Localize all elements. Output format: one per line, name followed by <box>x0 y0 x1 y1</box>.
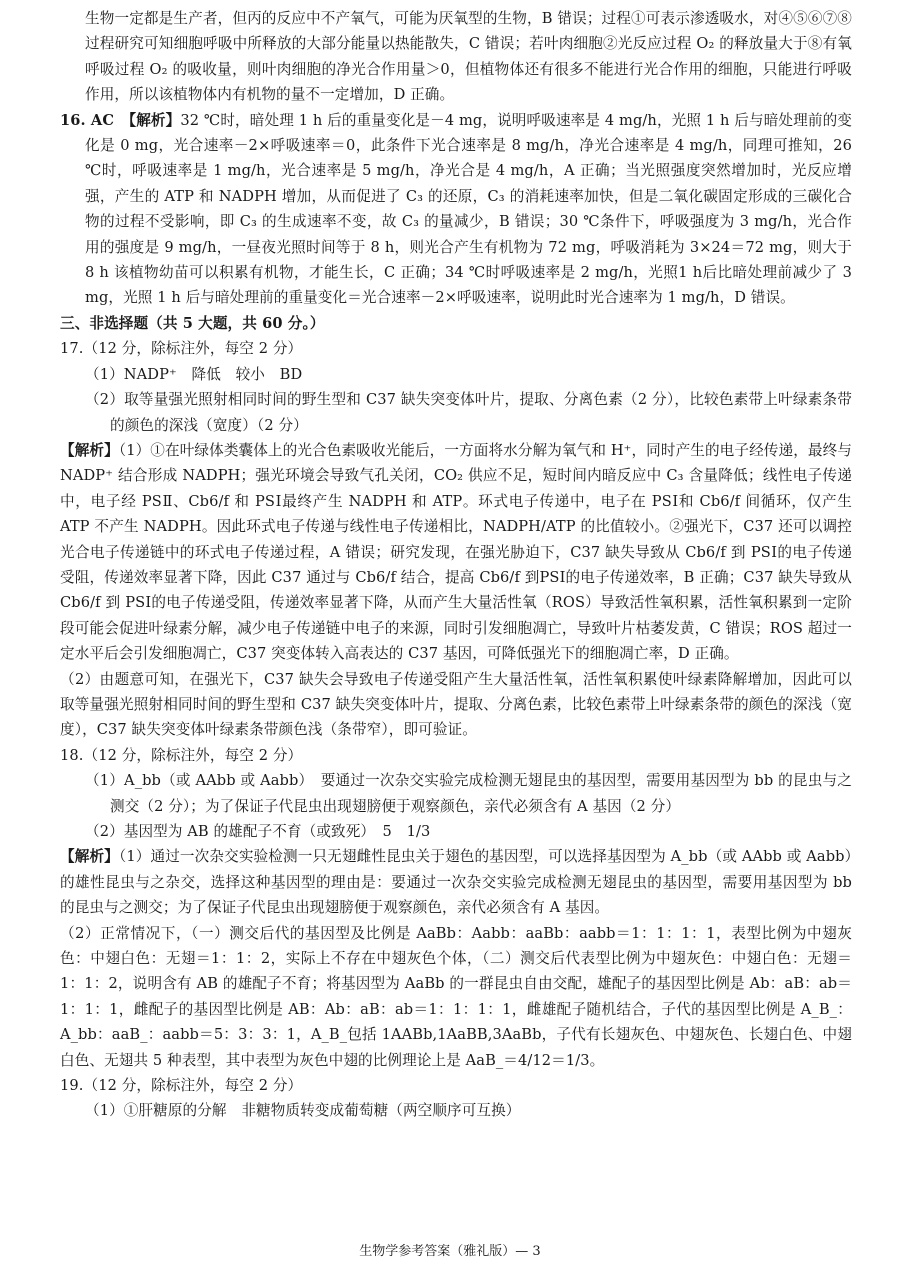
paragraph-text: 生物一定都是生产者，但丙的反应中不产氧气，可能为厌氧型的生物，B 错误；过程①可表示渗透吸水，对④⑤⑥⑦⑧过程研究可知细胞呼吸中所释放的大部分能量以热能散失，C 错误；若叶肉细胞②光反应过程 O₂ 的释放量大于⑧有氧呼吸过程 O₂ 的吸收量，则叶肉细胞的净光合作用量＞0，但植物体还有很多不能进行光合作用的细胞，只能进行呼吸作用，所以该植物体内有机物的量不一定增加，D 正确。 <box>85 10 852 104</box>
answer-text: （2）基因型为 AB 的雄配子不育（或致死） 5 1/3 <box>85 823 431 840</box>
analysis-text: （2）由题意可知，在强光下，C37 缺失会导致电子传递受阻产生大量活性氧，活性氧积累使叶绿素降解增加，因此可以取等量强光照射相同时间的野生型和 C37 缺失突变体叶片，提取、分离色素，比较色素带上叶绿素条带的颜色的深浅（宽度），C37 缺失突变体叶绿素条带颜色浅（条带窄），即可验证。 <box>60 670 852 739</box>
answer-text: （2）取等量强光照射相同时间的野生型和 C37 缺失突变体叶片，提取、分离色素（2 分），比较色素带上叶绿素条带的颜色的深浅（宽度）（2 分） <box>85 391 852 434</box>
section-heading-text: 三、非选择题（共 5 大题，共 60 分。） <box>60 314 325 332</box>
answer-label-q16: 16. AC 【解析】 <box>60 111 181 129</box>
analysis-text: （2）正常情况下，（一）测交后代的基因型及比例是 AaBb：Aabb：aaBb：aabb＝1：1：1：1，表型比例为中翅灰色：中翅白色：无翅＝1：1：2，实际上不存在中翅灰色个体，（二）测交后代表型比例为中翅灰色：中翅白色：无翅＝1：1：2，说明含有 AB 的雄配子不育；将基因型为 AaBb 的一群昆虫自由交配，雄配子的基因型比例是 Ab：aB：ab＝1：1：1，雌配子的基因型比例是 AB：Ab：aB：ab＝1：1：1：1，雌雄配子随机结合，子代的基因型比例是 A_B_：A_bb：aaB_：aabb＝5：3：3：1，A_B_包括 1AABb,1AaBB,3AaBb，子代有长翅灰色、中翅灰色、长翅白色、中翅白色、无翅共 5 种表型，其中表型为灰色中翅的比例理论上是 AaB_＝4/12＝1/3。 <box>60 924 852 1069</box>
analysis-q18-part1 <box>60 844 852 920</box>
answer-text: （1）NADP⁺ 降低 较小 BD <box>85 365 303 383</box>
question-header-text: 19.（12 分，除标注外，每空 2 分） <box>60 1077 303 1095</box>
page-content <box>60 6 852 1124</box>
answer-q19-part1 <box>60 1098 852 1123</box>
footer-text: 生物学参考答案（雅礼版）— 3 <box>359 1244 541 1259</box>
analysis-text: （1）通过一次杂交实验检测一只无翅雌性昆虫关于翅色的基因型，可以选择基因型为 A_bb（或 AAbb 或 Aabb）的雄性昆虫与之杂交，选择这种基因型的理由是：要通过一次杂交实验完成检测无翅昆虫的基因型，需要用基因型为 bb 的昆虫与之测交；为了保证子代昆虫出现翅膀便于观察颜色，亲代必须含有 A 基因。 <box>60 848 852 917</box>
answer-q17-part1 <box>60 362 852 387</box>
answer-q18-part2 <box>60 819 852 844</box>
analysis-text-q16: 32 ℃时，暗处理 1 h 后的重量变化是－4 mg，说明呼吸速率是 4 mg/h，光照 1 h 后与暗处理前的变化是 0 mg，光合速率－2×呼吸速率＝0，此条件下光合速率是 8 mg/h，净光合速率是 4 mg/h，同理可推知，26 ℃时，呼吸速率是 1 mg/h，光合速率是 5 mg/h，净光合是 4 mg/h，A 正确；当光照强度突然增加时，光反应增强，产生的 ATP 和 NADPH 增加，从而促进了 C₃ 的还原，C₃ 的消耗速率加快，但是二氧化碳固定形成的三碳化合物的过程不受影响，即 C₃ 的生成速率不变，故 C₃ 的量减少，B 错误；30 ℃条件下，呼吸强度为 3 mg/h，光合作用的强度是 9 mg/h，一昼夜光照时间等于 8 h，则光合产生有机物为 72 mg，呼吸消耗为 3×24＝72 mg，则大于 8 h 该植物幼苗可以积累有机物，才能生长，C 正确；34 ℃时呼吸速率是 2 mg/h，光照1 h后比暗处理前减少了 3 mg，光照 1 h 后与暗处理前的重量变化＝光合速率－2×呼吸速率，说明此时光合速率为 1 mg/h，D 错误。 <box>85 111 852 307</box>
page-footer <box>0 1240 900 1259</box>
question-header-q17 <box>60 336 852 361</box>
question-header-q18 <box>60 743 852 768</box>
analysis-q17-part1 <box>60 438 852 667</box>
answer-q16 <box>60 108 852 311</box>
answer-q18-part1 <box>60 768 852 819</box>
paragraph-q15-continued <box>60 6 852 108</box>
answer-text: （1）A_bb（或 AAbb 或 Aabb） 要通过一次杂交实验完成检测无翅昆虫的基因型，需要用基因型为 bb 的昆虫与之测交（2 分）；为了保证子代昆虫出现翅膀便于观察颜色，亲代必须含有 A 基因（2 分） <box>85 772 852 815</box>
analysis-q18-part2 <box>60 921 852 1073</box>
section-heading-non-choice <box>60 311 852 336</box>
question-header-text: 18.（12 分，除标注外，每空 2 分） <box>60 746 303 764</box>
question-header-text: 17.（12 分，除标注外，每空 2 分） <box>60 340 303 358</box>
question-header-q19 <box>60 1073 852 1098</box>
analysis-label: 【解析】 <box>60 848 119 866</box>
answer-text: （1）①肝糖原的分解 非糖物质转变成葡萄糖（两空顺序可互换） <box>85 1102 521 1120</box>
answer-q17-part2 <box>60 387 852 438</box>
analysis-q17-part2 <box>60 667 852 743</box>
analysis-label: 【解析】 <box>60 441 119 459</box>
analysis-text: （1）①在叶绿体类囊体上的光合色素吸收光能后，一方面将水分解为氧气和 H⁺，同时产生的电子经传递，最终与 NADP⁺ 结合形成 NADPH；强光环境会导致气孔关闭，CO₂ 供应不足，短时间内暗反应中 C₃ 含量降低；线性电子传递中，电子经 PSⅡ、Cb6/f 和 PSⅠ最终产生 NADPH 和 ATP。环式电子传递中，电子在 PSⅠ和 Cb6/f 间循环，仅产生 ATP 不产生 NADPH。因此环式电子传递与线性电子传递相比，NADPH/ATP 的比值较小。②强光下，C37 还可以调控光合电子传递链中的环式电子传递过程，A 错误；研究发现，在强光胁迫下，C37 缺失导致从 Cb6/f 到 PSⅠ的电子传递受阻，传递效率显著下降，因此 C37 通过与 Cb6/f 结合，提高 Cb6/f 到PSⅠ的电子传递效率，B 正确；C37 缺失导致从 Cb6/f 到 PSⅠ的电子传递受阻，传递效率显著下降，从而产生大量活性氧（ROS）导致活性氧积累，活性氧积累到一定阶段可能会促进叶绿素分解，减少电子传递链中电子的来源，同时引发细胞凋亡，导致叶片枯萎发黄，C 错误；ROS 超过一定水平后会引发细胞凋亡，C37 突变体转入高表达的 C37 基因，可降低强光下的细胞凋亡率，D 正确。 <box>60 441 852 663</box>
